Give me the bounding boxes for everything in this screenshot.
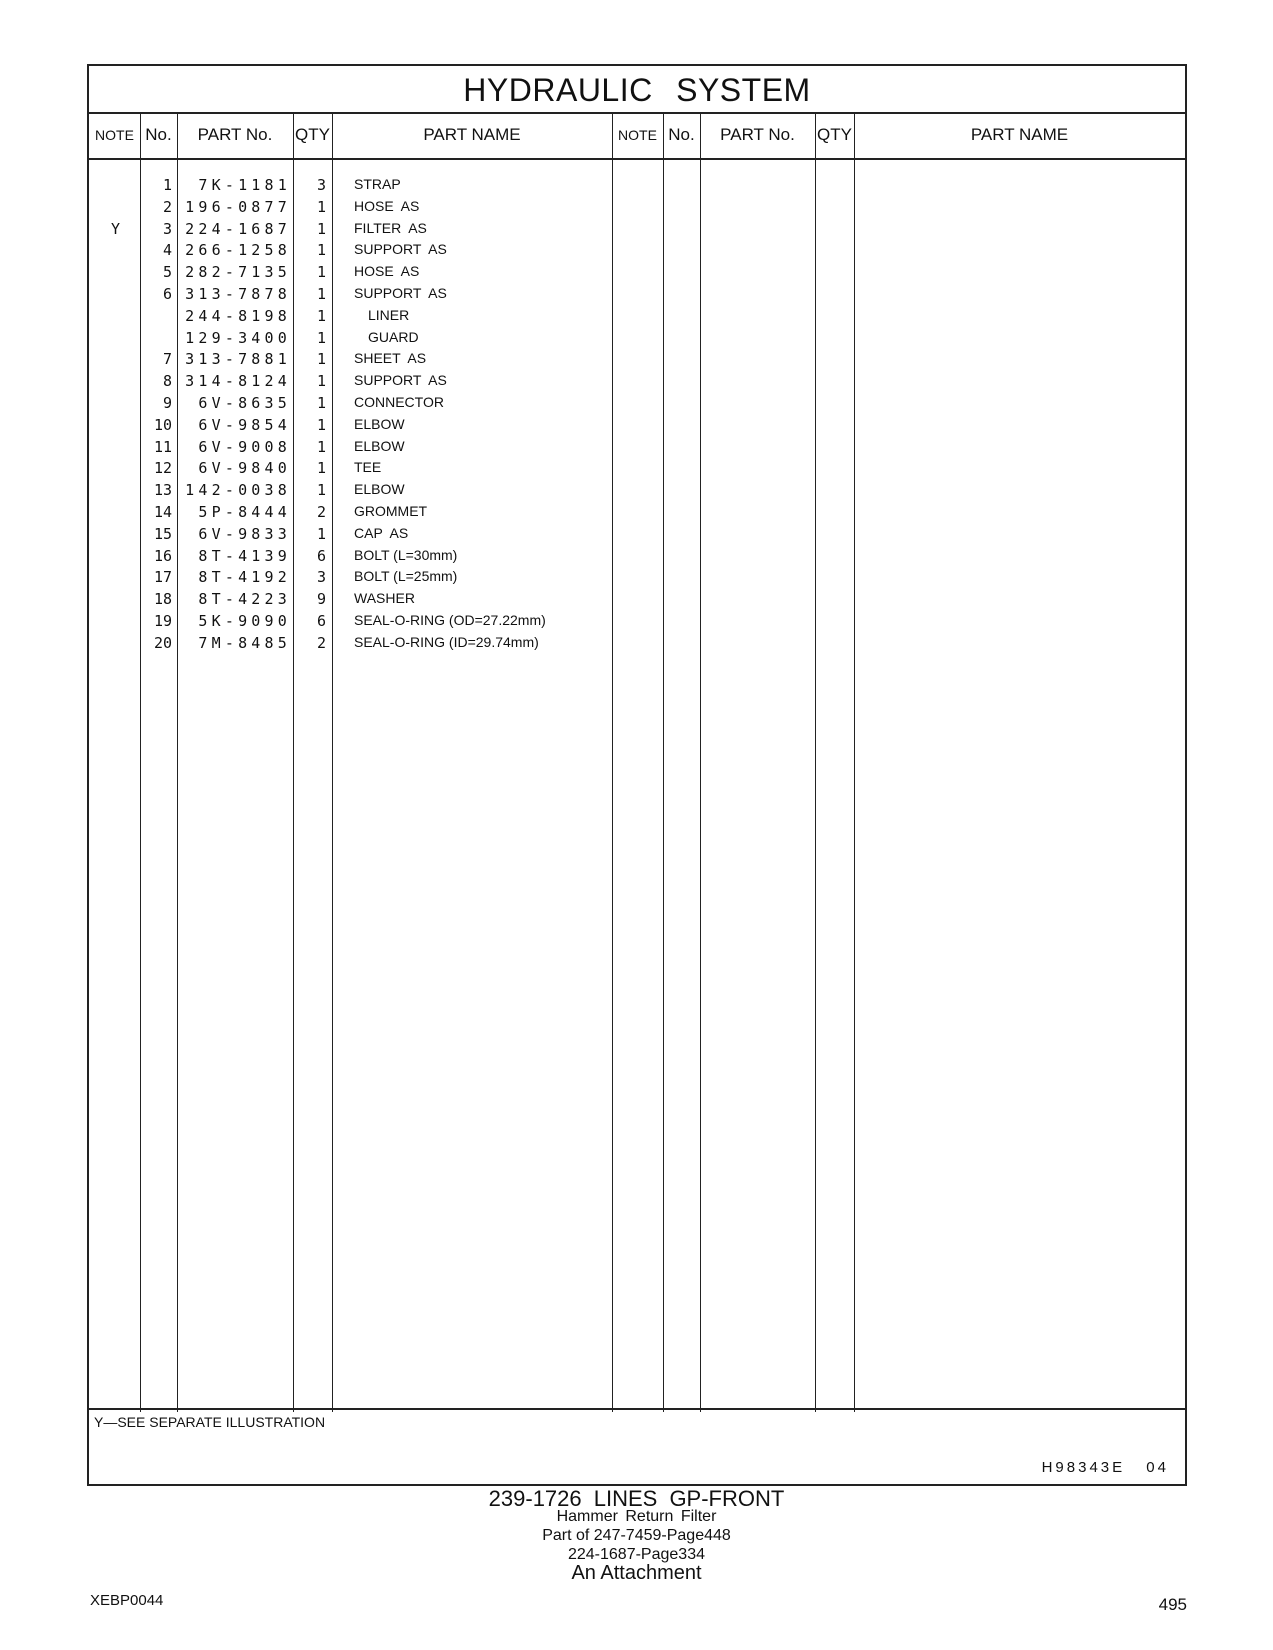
item-number-cell: 6 bbox=[162, 285, 172, 303]
header-no-right: No. bbox=[668, 125, 695, 144]
item-number-cell: 5 bbox=[162, 263, 172, 282]
part-number-cell: 7K-1181 bbox=[198, 176, 291, 194]
item-number-cell: 12 bbox=[153, 459, 172, 478]
document-id: XEBP0044 bbox=[90, 1592, 164, 1609]
item-number-cell: 16 bbox=[153, 546, 172, 565]
item-number-cell: 11 bbox=[153, 437, 172, 456]
part-number-cell: 6V-9008 bbox=[198, 437, 291, 456]
table-row bbox=[89, 174, 709, 197]
part-name-cell: ELBOW bbox=[354, 437, 405, 454]
quantity-cell: 1 bbox=[316, 481, 326, 500]
part-number-cell: 6V-9840 bbox=[198, 459, 291, 478]
header-note-right: NOTE bbox=[618, 127, 657, 143]
column-divider bbox=[815, 112, 816, 1412]
quantity-cell: 1 bbox=[316, 241, 326, 260]
part-number-cell: 314-8124 bbox=[185, 372, 291, 391]
header-part-name-right: PART NAME bbox=[970, 125, 1069, 144]
part-number-cell: 282-7135 bbox=[185, 263, 291, 282]
part-number-cell: 5K-9090 bbox=[198, 612, 291, 630]
item-number-cell: 19 bbox=[153, 612, 172, 630]
part-number-cell: 7M-8485 bbox=[198, 633, 291, 652]
note-cell: Y bbox=[110, 219, 121, 238]
item-number-cell: 10 bbox=[153, 415, 172, 434]
item-number-cell: 17 bbox=[153, 568, 172, 587]
table-row bbox=[89, 501, 709, 524]
quantity-cell: 1 bbox=[316, 306, 326, 325]
item-number-cell: 18 bbox=[153, 590, 172, 609]
part-number-cell: 8T-4192 bbox=[198, 568, 291, 587]
quantity-cell: 1 bbox=[316, 394, 326, 412]
part-name-cell: HOSE AS bbox=[354, 197, 420, 214]
part-number-cell: 313-7878 bbox=[185, 285, 291, 303]
item-number-cell: 9 bbox=[162, 394, 172, 412]
section-title: HYDRAULIC SYSTEM bbox=[89, 66, 1185, 114]
quantity-cell: 2 bbox=[316, 503, 326, 521]
footer-divider bbox=[89, 1408, 1185, 1410]
part-name-cell: HOSE AS bbox=[354, 263, 420, 280]
quantity-cell: 3 bbox=[316, 568, 326, 587]
item-number-cell: 3 bbox=[162, 219, 172, 238]
table-row bbox=[89, 479, 709, 502]
quantity-cell: 6 bbox=[316, 612, 326, 630]
table-row bbox=[89, 392, 709, 415]
part-name-cell: SUPPORT AS bbox=[354, 285, 447, 301]
table-row bbox=[89, 196, 709, 219]
header-part-no: PART No. bbox=[197, 125, 273, 144]
part-number-cell: 142-0038 bbox=[185, 481, 291, 500]
group-title: 239-1726 LINES GP-FRONT bbox=[488, 1486, 785, 1511]
table-row bbox=[89, 261, 709, 284]
part-name-cell: SUPPORT AS bbox=[354, 241, 447, 258]
part-number-cell: 8T-4223 bbox=[198, 590, 291, 609]
quantity-cell: 6 bbox=[316, 546, 326, 565]
quantity-cell: 3 bbox=[316, 176, 326, 194]
part-number-cell: 6V-9854 bbox=[198, 415, 291, 434]
quantity-cell: 1 bbox=[316, 372, 326, 391]
table-row bbox=[89, 305, 709, 328]
part-number-cell: 224-1687 bbox=[185, 219, 291, 238]
table-row bbox=[89, 457, 709, 480]
part-name-cell: SEAL-O-RING (ID=29.74mm) bbox=[354, 633, 539, 650]
table-row bbox=[89, 566, 709, 589]
part-name-cell: BOLT (L=25mm) bbox=[354, 568, 458, 585]
part-name-cell: FILTER AS bbox=[354, 219, 427, 236]
part-name-cell: SHEET AS bbox=[354, 350, 427, 367]
attachment-note: An Attachment bbox=[571, 1562, 702, 1584]
part-number-cell: 244-8198 bbox=[185, 306, 291, 325]
part-name-cell: CAP AS bbox=[354, 524, 409, 541]
part-name-cell: TEE bbox=[354, 459, 382, 476]
part-number-cell: 196-0877 bbox=[185, 197, 291, 216]
table-row bbox=[89, 523, 709, 546]
quantity-cell: 1 bbox=[316, 219, 326, 238]
part-name-cell: GROMMET bbox=[354, 503, 428, 519]
quantity-cell: 1 bbox=[316, 350, 326, 369]
part-number-cell: 6V-9833 bbox=[198, 524, 291, 543]
quantity-cell: 1 bbox=[316, 415, 326, 434]
table-row bbox=[89, 239, 709, 262]
table-row bbox=[89, 436, 709, 459]
illustration-code: H98343E 04 bbox=[1041, 1459, 1169, 1476]
parent-reference: Part of 247-7459-Page448 bbox=[542, 1527, 731, 1544]
part-name-cell: BOLT (L=30mm) bbox=[354, 546, 458, 563]
quantity-cell: 1 bbox=[316, 459, 326, 478]
parts-table-frame bbox=[87, 64, 1187, 1486]
header-qty: QTY bbox=[295, 125, 330, 144]
item-number-cell: 7 bbox=[162, 350, 172, 369]
part-number-cell: 129-3400 bbox=[185, 328, 291, 347]
part-name-cell: CONNECTOR bbox=[354, 394, 444, 410]
table-row bbox=[89, 370, 709, 393]
part-number-cell: 6V-8635 bbox=[198, 394, 291, 412]
header-part-name: PART NAME bbox=[423, 125, 521, 144]
part-number-cell: 313-7881 bbox=[185, 350, 291, 369]
item-number-cell: 14 bbox=[153, 503, 172, 521]
header-note: NOTE bbox=[95, 127, 134, 143]
table-row bbox=[89, 348, 709, 371]
item-number-cell: 20 bbox=[153, 633, 172, 652]
part-name-cell: LINER bbox=[368, 306, 410, 323]
part-name-cell: ELBOW bbox=[354, 415, 405, 432]
part-name-cell: SEAL-O-RING (OD=27.22mm) bbox=[354, 612, 546, 628]
quantity-cell: 9 bbox=[316, 590, 326, 609]
part-name-cell: WASHER bbox=[354, 590, 415, 607]
item-number-cell: 4 bbox=[162, 241, 172, 260]
quantity-cell: 1 bbox=[316, 437, 326, 456]
table-row bbox=[89, 588, 709, 611]
header-part-no-right: PART No. bbox=[720, 125, 795, 144]
table-row bbox=[89, 327, 709, 350]
quantity-cell: 1 bbox=[316, 524, 326, 543]
part-number-cell: 266-1258 bbox=[185, 241, 291, 260]
part-number-cell: 5P-8444 bbox=[198, 503, 291, 521]
footnote: Y—SEE SEPARATE ILLUSTRATION bbox=[94, 1414, 326, 1430]
part-name-cell: SUPPORT AS bbox=[354, 372, 447, 389]
table-row bbox=[89, 414, 709, 437]
header-divider bbox=[89, 158, 1185, 160]
item-number-cell: 8 bbox=[162, 372, 172, 391]
header-no: No. bbox=[145, 125, 172, 144]
quantity-cell: 1 bbox=[316, 285, 326, 303]
part-name-cell: ELBOW bbox=[354, 481, 405, 498]
related-reference: 224-1687-Page334 bbox=[567, 1546, 705, 1563]
page-number: 495 bbox=[1158, 1595, 1187, 1614]
quantity-cell: 1 bbox=[316, 328, 326, 347]
part-name-cell: STRAP bbox=[354, 176, 401, 192]
item-number-cell: 13 bbox=[153, 481, 172, 500]
column-divider bbox=[854, 112, 855, 1412]
part-number-cell: 8T-4139 bbox=[198, 546, 291, 565]
table-row bbox=[89, 632, 709, 655]
table-row bbox=[89, 283, 709, 306]
group-subtitle: Hammer Return Filter bbox=[556, 1508, 717, 1525]
quantity-cell: 2 bbox=[316, 633, 326, 652]
table-row bbox=[89, 545, 709, 568]
header-qty-right: QTY bbox=[817, 125, 852, 144]
quantity-cell: 1 bbox=[316, 197, 326, 216]
item-number-cell: 1 bbox=[162, 176, 172, 194]
item-number-cell: 15 bbox=[153, 524, 172, 543]
table-row bbox=[89, 218, 709, 241]
quantity-cell: 1 bbox=[316, 263, 326, 282]
part-name-cell: GUARD bbox=[368, 328, 419, 345]
item-number-cell: 2 bbox=[162, 197, 172, 216]
table-row bbox=[89, 610, 709, 633]
